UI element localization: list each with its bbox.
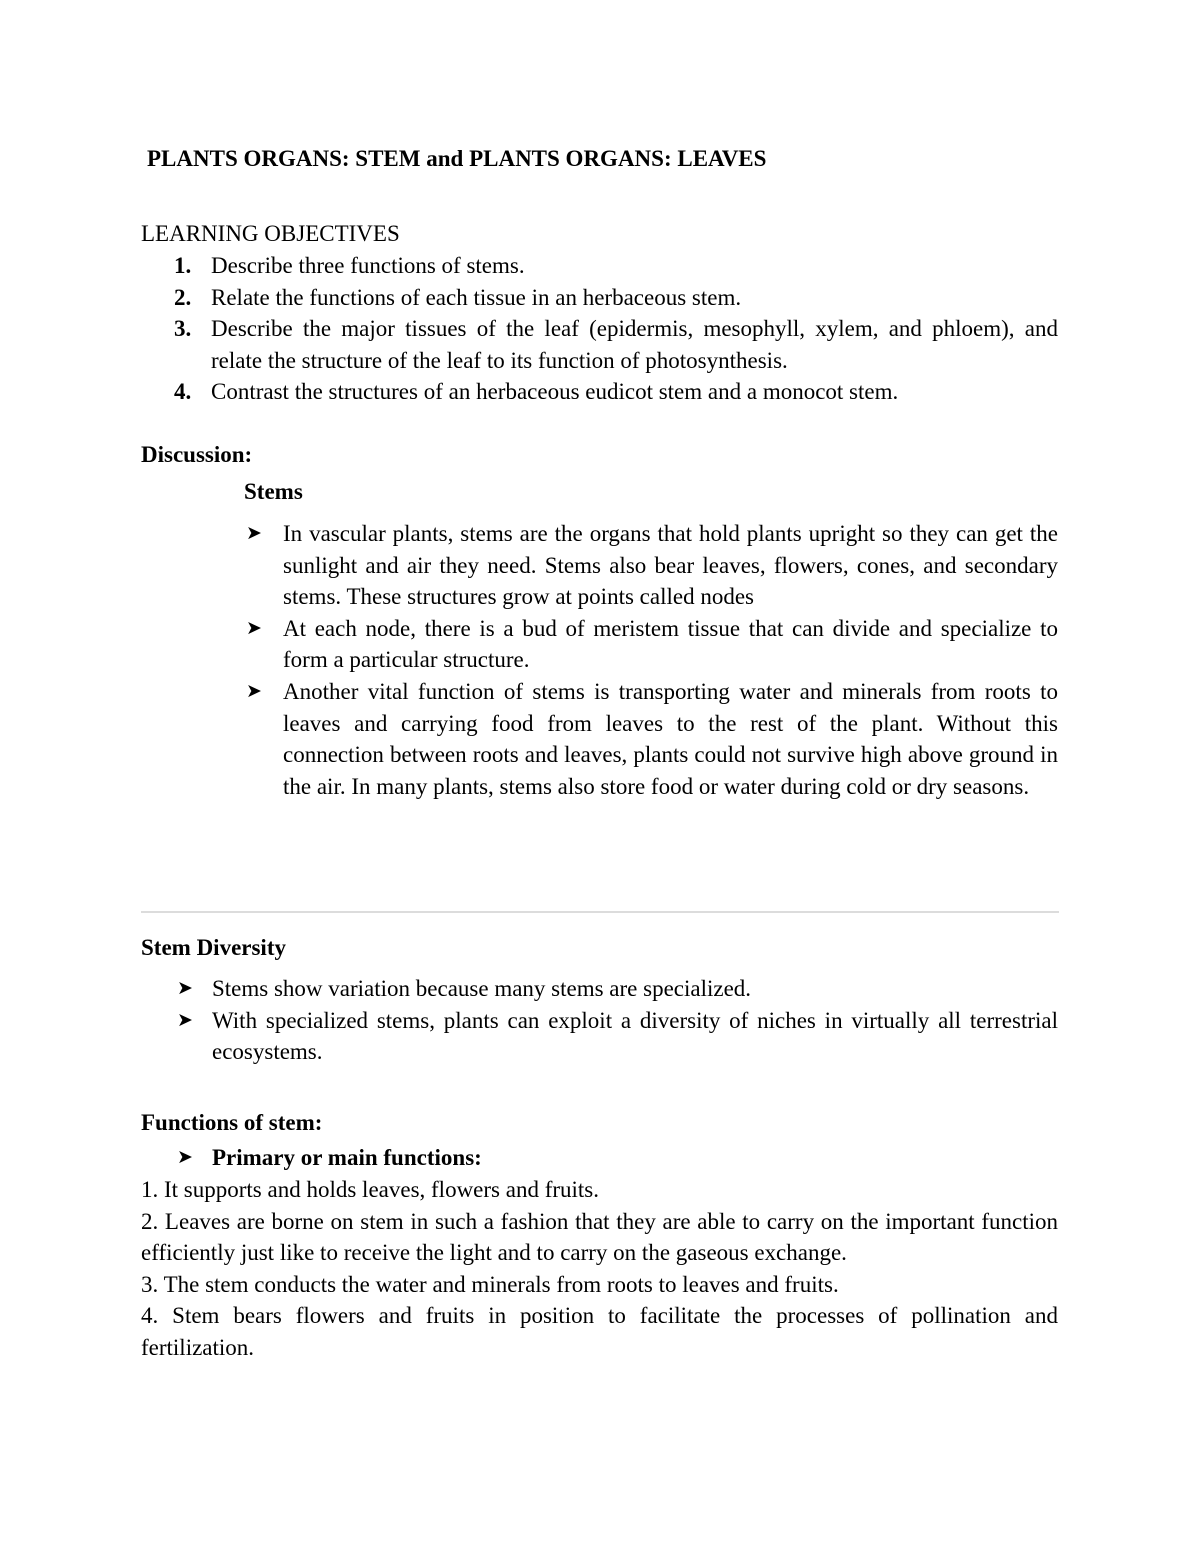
objective-number: 4. [174,379,192,405]
objectives-heading: LEARNING OBJECTIVES [141,221,400,246]
arrowhead-bullet-icon: ➤ [177,977,193,999]
objective-number: 1. [174,253,192,278]
primary-functions-heading [141,1142,1058,1174]
discussion-heading: Discussion: [141,442,253,467]
stems-bullet-text: Another vital function of stems is transporting water and minerals from roots to leaves and carrying food from leaves to the rest of the plant. Without this connection between roots and leaves, plants could not survive high above ground in the air. In many plants, stems also store food or water during cold or dry seasons. [283,678,1058,799]
objective-number: 2. [174,284,192,310]
objective-item [141,250,1058,282]
functions-list [141,1174,1058,1364]
stems-bullet-list [244,518,1058,802]
stem-diversity-bullet-text: Stems show variation because many stems are specialized. [212,976,752,1001]
arrowhead-bullet-icon: ➤ [177,1146,193,1168]
section-divider [141,911,1059,913]
stem-diversity-bullet-text: With specialized stems, plants can exploit a diversity of niches in virtually all terrestrial ecosystems. [212,1007,1058,1065]
stems-bullet-text: At each node, there is a bud of meristem tissue that can divide and specialize to form a particular structure. [283,615,1058,673]
objective-item [141,282,1058,314]
objective-item [141,313,1058,376]
objective-item [141,376,1058,408]
stems-heading: Stems [244,479,303,504]
function-item: 1. It supports and holds leaves, flowers and fruits. [141,1177,600,1202]
arrowhead-bullet-icon: ➤ [246,679,262,702]
primary-functions-label: Primary or main functions: [212,1145,482,1170]
arrowhead-bullet-icon: ➤ [177,1008,193,1031]
functions-heading: Functions of stem: [141,1110,323,1135]
arrowhead-bullet-icon: ➤ [246,616,262,639]
objective-text: Relate the functions of each tissue in an herbaceous stem. [211,284,742,310]
document-title: PLANTS ORGANS: STEM and PLANTS ORGANS: LEAVES [147,146,767,171]
objective-text: Contrast the structures of an herbaceous eudicot stem and a monocot stem. [211,379,899,405]
arrowhead-bullet-icon: ➤ [246,522,262,544]
objectives-list [141,250,1058,408]
stem-diversity-heading: Stem Diversity [141,935,286,960]
function-item: 2. Leaves are borne on stem in such a fashion that they are able to carry on the important function efficiently just like to receive the light and to carry on the gaseous exchange. [141,1208,1058,1266]
objective-number: 3. [174,316,192,342]
function-item: 3. The stem conducts the water and minerals from roots to leaves and fruits. [141,1271,839,1297]
objective-text: Describe the major tissues of the leaf (epidermis, mesophyll, xylem, and phloem), and relate the structure of the leaf to its function of photosynthesis. [211,316,1058,373]
stems-bullet-item [244,518,1058,613]
objective-text: Describe three functions of stems. [211,253,525,278]
stems-bullet-text: In vascular plants, stems are the organs that hold plants upright so they can get the sunlight and air they need. Stems also bear leaves, flowers, cones, and secondary stems. These structures grow at points called nodes [283,521,1058,610]
function-item: 4. Stem bears flowers and fruits in position to facilitate the processes of pollination and fertilization. [141,1303,1058,1360]
stems-bullet-item [244,676,1058,802]
stem-diversity-bullet-item [141,1005,1058,1068]
stem-diversity-bullet-list [141,973,1058,1068]
stem-diversity-bullet-item [141,973,1058,1005]
stems-bullet-item [244,613,1058,676]
